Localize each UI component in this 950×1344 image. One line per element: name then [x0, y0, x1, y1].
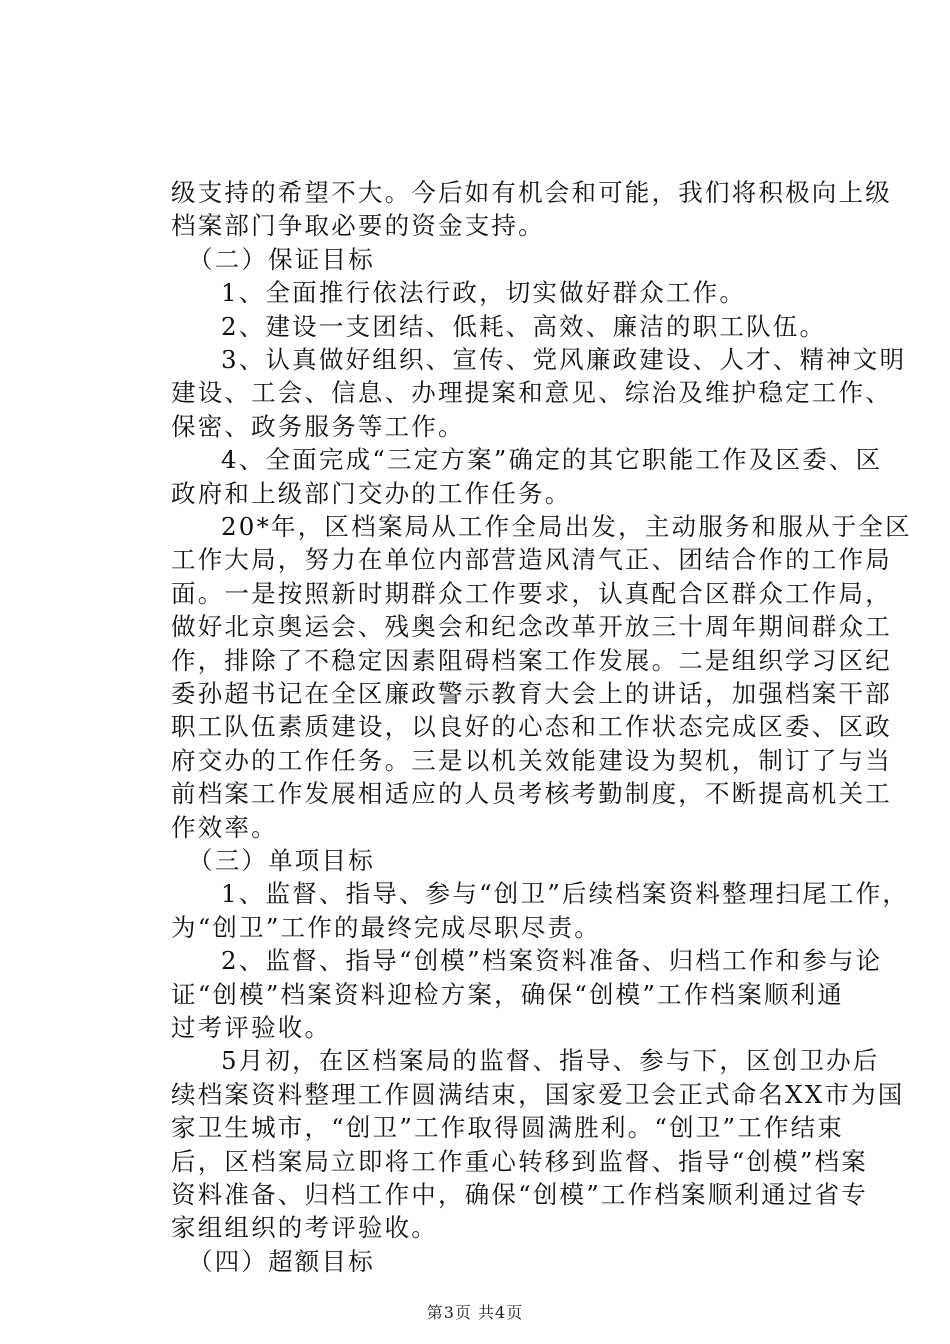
- text-line: 作效率。: [171, 812, 278, 842]
- text-line: 证“创模”档案资料迎检方案，确保“创模”工作档案顺利通: [171, 979, 844, 1009]
- text-line: 建设、工会、信息、办理提案和意见、综治及维护稳定工作、: [171, 378, 892, 408]
- text-line: 保密、政务服务等工作。: [171, 411, 465, 441]
- text-line: 工作大局，努力在单位内部营造风清气正、团结合作的工作局: [171, 545, 892, 575]
- section-heading: （三）单项目标: [188, 846, 375, 875]
- text-line: 做好北京奥运会、残奥会和纪念改革开放三十周年期间群众工: [171, 612, 892, 642]
- text-line: 作，排除了不稳定因素阻碍档案工作发展。二是组织学习区纪: [171, 645, 892, 675]
- text-line: 1、监督、指导、参与“创卫”后续档案资料整理扫尾工作，: [221, 879, 910, 909]
- text-line: 1、全面推行依法行政，切实做好群众工作。: [221, 278, 747, 308]
- text-line: 5月初，在区档案局的监督、指导、参与下，区创卫办后: [221, 1046, 880, 1076]
- text-line: 4、全面完成“三定方案”确定的其它职能工作及区委、区: [221, 445, 883, 475]
- section-heading: （四）超额目标: [188, 1246, 375, 1276]
- page-footer: 第3页 共4页: [426, 1303, 524, 1322]
- text-line: 前档案工作发展相适应的人员考核考勤制度，不断提高机关工: [171, 779, 892, 809]
- text-line: 为“创卫”工作的最终完成尽职尽责。: [171, 912, 601, 942]
- text-line: 职工队伍素质建设，以良好的心态和工作状态完成区委、区政: [171, 712, 892, 742]
- text-line: 府交办的工作任务。三是以机关效能建设为契机，制订了与当: [171, 745, 892, 775]
- text-line: 面。一是按照新时期群众工作要求，认真配合区群众工作局，: [171, 578, 892, 608]
- text-line: 档案部门争取必要的资金支持。: [171, 211, 545, 241]
- text-line: 家组组织的考评验收。: [171, 1213, 438, 1243]
- text-line: 后，区档案局立即将工作重心转移到监督、指导“创模”档案: [171, 1146, 868, 1176]
- text-line: 家卫生城市，“创卫”工作取得圆满胜利。“创卫”工作结束: [171, 1113, 844, 1143]
- text-line: 2、建设一支团结、低耗、高效、廉洁的职工队伍。: [221, 311, 827, 341]
- text-line: 委孙超书记在全区廉政警示教育大会上的讲话，加强档案干部: [171, 679, 892, 708]
- section-heading: （二）保证目标: [188, 244, 375, 274]
- text-line: 过考评验收。: [171, 1013, 332, 1042]
- text-line: 资料准备、归档工作中，确保“创模”工作档案顺利通过省专: [171, 1180, 868, 1209]
- text-line: 续档案资料整理工作圆满结束，国家爱卫会正式命名XX市为国: [171, 1079, 905, 1109]
- text-line: 级支持的希望不大。今后如有机会和可能，我们将积极向上级: [171, 178, 892, 207]
- text-line: 3、认真做好组织、宣传、党风廉政建设、人才、精神文明: [221, 345, 907, 374]
- text-line: 2、监督、指导“创模”档案资料准备、归档工作和参与论: [221, 946, 883, 976]
- text-line: 20*年，区档案局从工作全局出发，主动服务和服从于全区: [221, 512, 912, 541]
- text-line: 政府和上级部门交办的工作任务。: [171, 478, 572, 508]
